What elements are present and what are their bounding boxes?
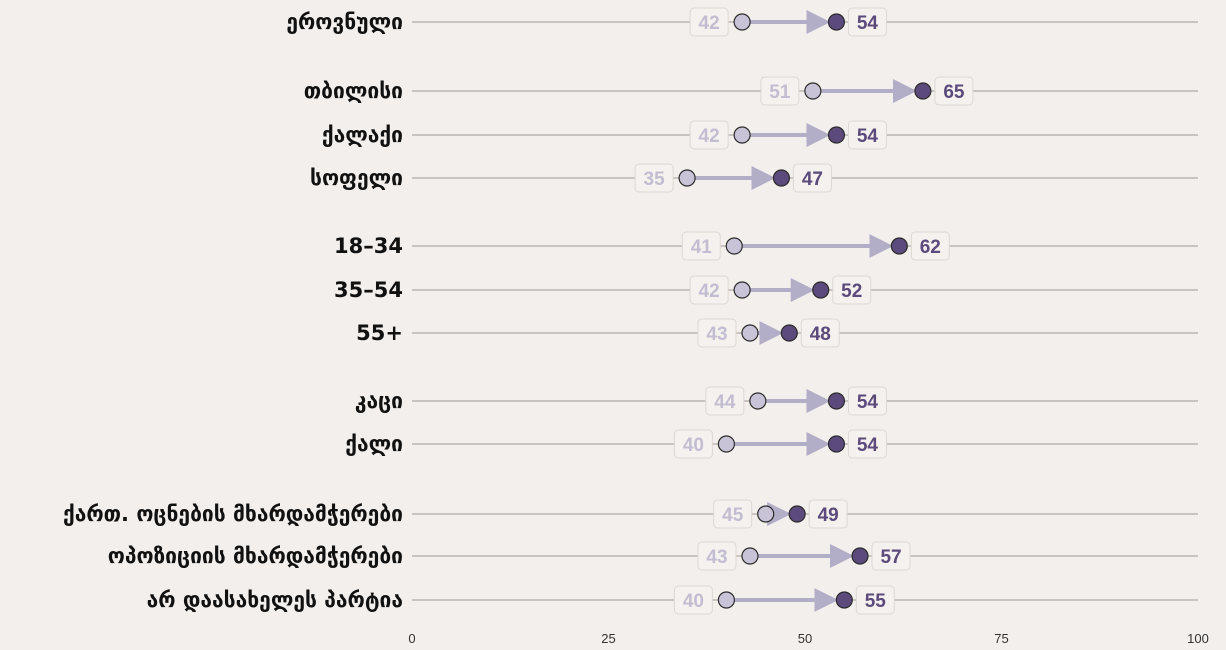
after-point: [789, 506, 805, 522]
chart-row: [63, 500, 1198, 528]
before-value-label: 41: [690, 237, 712, 258]
rows-layer: [63, 8, 1198, 614]
x-tick-label: 75: [994, 631, 1009, 646]
before-value-label: 40: [682, 435, 704, 456]
row-label: ქალაქი: [321, 123, 403, 147]
before-point: [718, 436, 734, 452]
before-value-label: 44: [714, 392, 736, 413]
chart-row: [334, 276, 1198, 304]
after-value-label: 52: [841, 281, 863, 302]
after-value-label: 54: [856, 126, 879, 147]
before-point: [679, 170, 695, 186]
row-label: ქალი: [345, 432, 403, 456]
after-value-label: 65: [943, 82, 965, 103]
before-point: [742, 325, 758, 341]
after-value-label: 47: [801, 169, 823, 190]
chart-row: [345, 430, 1198, 458]
before-value-label: 43: [706, 324, 728, 345]
after-point: [813, 282, 829, 298]
before-value-label: 42: [698, 13, 720, 34]
after-value-label: 54: [856, 435, 879, 456]
row-label: ქართ. ოცნების მხარდამჭერები: [62, 502, 403, 526]
after-value-label: 54: [856, 392, 879, 413]
after-point: [891, 238, 907, 254]
row-label: კაცი: [354, 389, 403, 413]
after-point: [828, 127, 844, 143]
chart-row: [286, 8, 1198, 36]
before-value-label: 45: [722, 505, 744, 526]
x-tick-label: 100: [1187, 631, 1209, 646]
before-point: [742, 548, 758, 564]
before-value-label: 43: [706, 547, 728, 568]
chart-row: [334, 232, 1198, 260]
after-value-label: 49: [817, 505, 839, 526]
before-point: [734, 127, 750, 143]
before-point: [734, 14, 750, 30]
row-label: არ დაასახელეს პარტია: [146, 588, 403, 612]
before-point: [805, 83, 821, 99]
after-point: [828, 436, 844, 452]
row-label: 18–34: [334, 234, 403, 258]
row-label: 35–54: [334, 278, 403, 302]
chart-row: [304, 77, 1198, 105]
after-point: [781, 325, 797, 341]
after-point: [915, 83, 931, 99]
after-point: [828, 393, 844, 409]
x-tick-label: 25: [601, 631, 616, 646]
after-value-label: 57: [880, 547, 902, 568]
after-point: [852, 548, 868, 564]
row-label: ეროვნული: [286, 10, 403, 34]
after-point: [828, 14, 844, 30]
after-value-label: 62: [919, 237, 941, 258]
after-value-label: 48: [809, 324, 831, 345]
row-label: სოფელი: [310, 166, 403, 190]
row-label: თბილისი: [303, 79, 403, 103]
chart-row: [355, 387, 1198, 415]
before-point: [718, 592, 734, 608]
before-value-label: 42: [698, 281, 720, 302]
x-tick-label: 0: [408, 631, 416, 646]
before-value-label: 51: [769, 82, 791, 103]
chart-row: [356, 319, 1198, 347]
before-point: [726, 238, 742, 254]
before-value-label: 35: [643, 169, 665, 190]
x-tick-label: 50: [797, 631, 813, 646]
before-point: [734, 282, 750, 298]
after-value-label: 54: [856, 13, 879, 34]
row-label: ოპოზიციის მხარდამჭერები: [107, 544, 403, 568]
before-value-label: 40: [682, 591, 704, 612]
chart-row: [310, 164, 1198, 192]
after-point: [773, 170, 789, 186]
chart-row: [108, 542, 1198, 570]
before-value-label: 42: [698, 126, 720, 147]
after-value-label: 55: [864, 591, 886, 612]
before-point: [758, 506, 774, 522]
chart-row: [322, 121, 1198, 149]
chart-row: [147, 586, 1198, 614]
row-label: 55+: [356, 321, 403, 345]
after-point: [836, 592, 852, 608]
before-point: [750, 393, 766, 409]
x-axis: [408, 631, 1208, 646]
